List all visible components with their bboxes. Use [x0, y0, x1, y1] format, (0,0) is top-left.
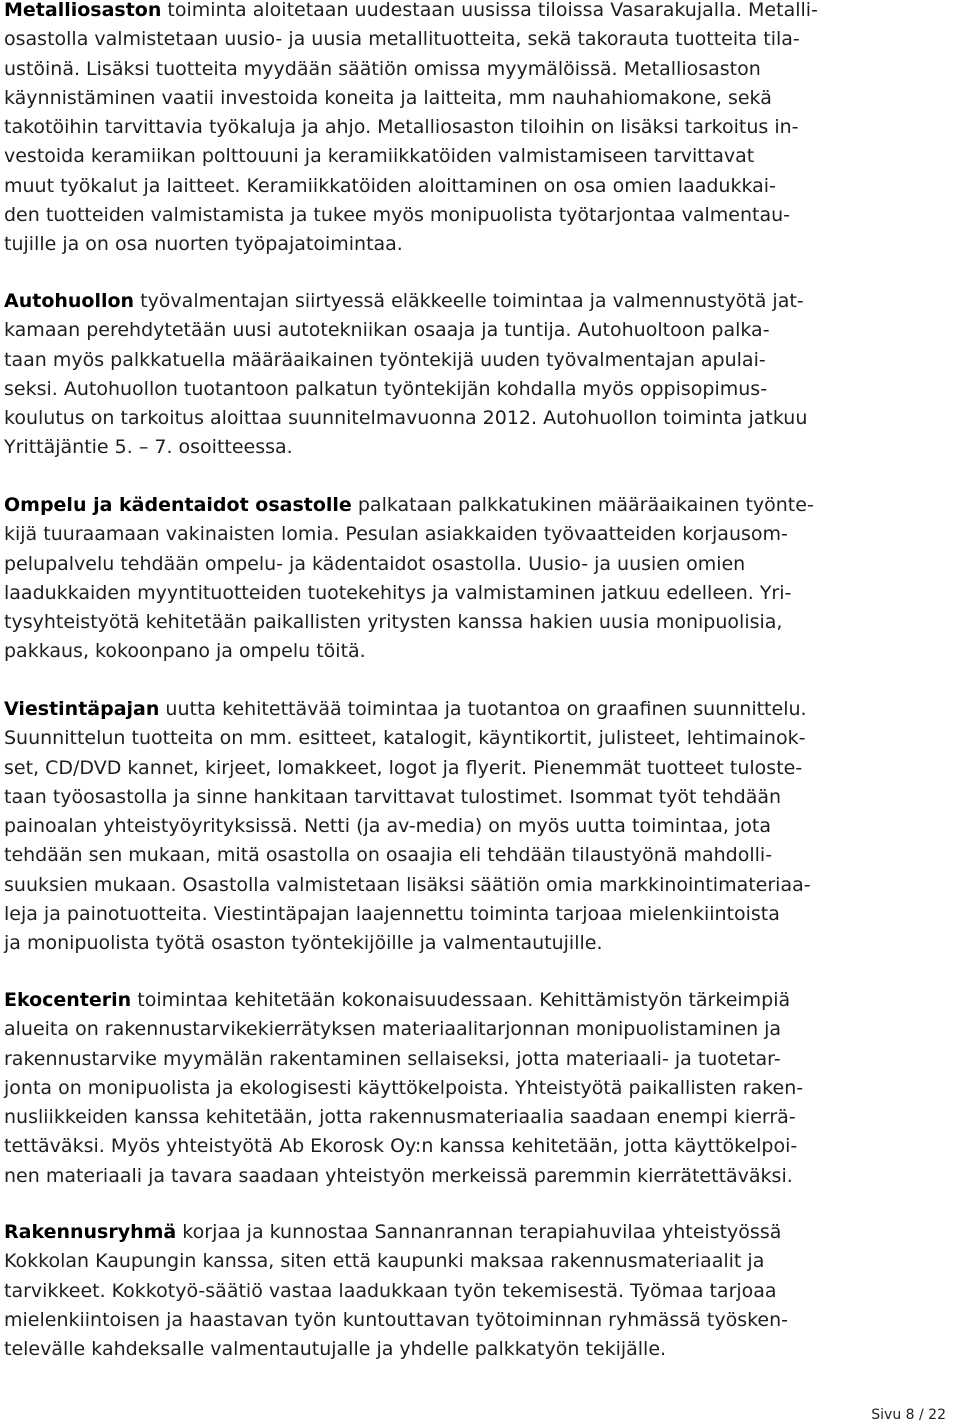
text-line	[4, 841, 811, 870]
text-line	[4, 113, 818, 142]
body-text: ustöinä. Lisäksi tuotteita myydään säätiön omissa myymälöissä. Metalliosaston	[4, 57, 761, 80]
text-line	[4, 900, 811, 929]
text-line	[4, 25, 818, 54]
text-line	[4, 172, 818, 201]
paragraph-ekocenter	[4, 986, 803, 1191]
body-text: taan työosastolla ja sinne hankitaan tarvittavat tulostimet. Isommat työt tehdään	[4, 785, 782, 808]
text-line	[4, 1162, 803, 1191]
body-text: ja monipuolista työtä osaston työntekijöille ja valmentautujille.	[4, 932, 603, 955]
text-line	[4, 1015, 803, 1044]
paragraph-rakennusryhma	[4, 1218, 788, 1364]
body-text: Yrittäjäntie 5. – 7. osoitteessa.	[4, 436, 293, 459]
body-text: seksi. Autohuollon tuotantoon palkatun työntekijän kohdalla myös oppisopimus-	[4, 377, 768, 400]
body-text: tarvikkeet. Kokkotyö-säätiö vastaa laadukkaan työn tekemisestä. Työmaa tarjoaa	[4, 1279, 777, 1302]
body-text: työvalmentajan siirtyessä eläkkeelle toimintaa ja valmennustyötä jat-	[134, 290, 804, 312]
body-text: nusliikkeiden kanssa kehitetään, jotta rakennusmateriaalia saadaan enempi kierrä-	[4, 1106, 796, 1129]
text-line	[4, 579, 814, 608]
text-line	[4, 608, 814, 637]
body-text: painoalan yhteistyöyrityksissä. Netti (ja av-media) on myös uutta toimintaa, jota	[4, 815, 771, 838]
body-text: televälle kahdeksalle valmentautujalle ja yhdelle palkkatyön tekijälle.	[4, 1338, 667, 1361]
text-line	[4, 812, 811, 841]
text-line	[4, 433, 807, 462]
section-heading: Ekocenterin	[4, 989, 132, 1011]
text-line	[4, 1132, 803, 1161]
text-line	[4, 1045, 803, 1074]
body-text: osastolla valmistetaan uusio- ja uusia metallituotteita, sekä takorauta tuotteita tila-	[4, 28, 800, 51]
text-line	[4, 1103, 803, 1132]
text-line	[4, 1074, 803, 1103]
text-line	[4, 1335, 788, 1364]
text-line	[4, 287, 807, 316]
body-text: tysyhteistyötä kehitetään paikallisten yritysten kanssa hakien uusia monipuolisia,	[4, 611, 783, 634]
text-line	[4, 550, 814, 579]
body-text: nen materiaali ja tavara saadaan yhteistyön merkeissä paremmin kierrätettäväksi.	[4, 1164, 793, 1187]
body-text: palkataan palkkatukinen määräaikainen työnte-	[351, 494, 814, 516]
body-text: mielenkiintoisen ja haastavan työn kuntouttavan työtoiminnan ryhmässä työsken-	[4, 1308, 789, 1331]
text-line	[4, 986, 803, 1015]
text-line	[4, 754, 811, 783]
page-number: Sivu 8 / 22	[871, 1407, 946, 1423]
section-heading: Rakennusryhmä	[4, 1221, 177, 1243]
paragraph-viestintapaja	[4, 695, 811, 959]
text-line	[4, 724, 811, 753]
text-line	[4, 1247, 788, 1276]
text-line	[4, 520, 814, 549]
body-text: alueita on rakennustarvikekierrätyksen materiaalitarjonnan monipuolistaminen ja	[4, 1018, 782, 1041]
body-text: leja ja painotuotteita. Viestintäpajan laajennettu toiminta tarjoaa mielenkiintoista	[4, 903, 780, 926]
body-text: toiminta aloitetaan uudestaan uusissa tiloissa Vasarakujalla. Metalli-	[161, 0, 818, 21]
body-text: jonta on monipuolista ja ekologisesti käyttökelpoista. Yhteistyötä paikallisten raken-	[4, 1076, 804, 1099]
body-text: tujille ja on osa nuorten työpajatoimintaa.	[4, 233, 403, 256]
text-line	[4, 404, 807, 433]
body-text: kijä tuuraamaan vakinaisten lomia. Pesulan asiakkaiden työvaatteiden korjausom-	[4, 523, 788, 546]
text-line	[4, 871, 811, 900]
text-line	[4, 1277, 788, 1306]
text-line	[4, 346, 807, 375]
section-heading: Ompelu ja kädentaidot osastolle	[4, 494, 352, 516]
text-line	[4, 0, 818, 25]
body-text: Kokkolan Kaupungin kanssa, siten että kaupunki maksaa rakennusmateriaalit ja	[4, 1250, 765, 1273]
text-line	[4, 375, 807, 404]
text-line	[4, 1218, 788, 1247]
paragraph-metalliosasto	[4, 0, 818, 260]
body-text: set, CD/DVD kannet, kirjeet, lomakkeet, logot ja flyerit. Pienemmät tuotteet tuloste-	[4, 756, 803, 779]
text-line	[4, 230, 818, 259]
body-text: kamaan perehdytetään uusi autotekniikan osaaja ja tuntija. Autohuoltoon palka-	[4, 319, 770, 342]
paragraph-autohuolto	[4, 287, 807, 463]
body-text: vestoida keramiikan polttouuni ja keramiikkatöiden valmistamiseen tarvittavat	[4, 145, 755, 168]
paragraph-ompelu	[4, 491, 814, 667]
body-text: rakennustarvike myymälän rakentaminen sellaiseksi, jotta materiaali- ja tuotetar-	[4, 1047, 781, 1070]
text-line	[4, 201, 818, 230]
text-line	[4, 142, 818, 171]
body-text: pelupalvelu tehdään ompelu- ja kädentaidot osastolla. Uusio- ja uusien omien	[4, 552, 746, 575]
text-line	[4, 1306, 788, 1335]
section-heading: Autohuollon	[4, 290, 135, 312]
body-text: takotöihin tarvittavia työkaluja ja ahjo. Metalliosaston tiloihin on lisäksi tarkoitus in-	[4, 116, 799, 139]
section-heading: Metalliosaston	[4, 0, 162, 21]
body-text: muut työkalut ja laitteet. Keramiikkatöiden aloittaminen on osa omien laadukkai-	[4, 174, 776, 197]
text-line	[4, 637, 814, 666]
body-text: suuksien mukaan. Osastolla valmistetaan lisäksi säätiön omia markkinointimateriaa-	[4, 873, 811, 896]
text-line	[4, 84, 818, 113]
body-text: toimintaa kehitetään kokonaisuudessaan. Kehittämistyön tärkeimpiä	[131, 989, 791, 1011]
body-text: pakkaus, kokoonpano ja ompelu töitä.	[4, 640, 366, 663]
body-text: laadukkaiden myyntituotteiden tuotekehitys ja valmistaminen jatkuu edelleen. Yri-	[4, 581, 792, 604]
body-text: den tuotteiden valmistamista ja tukee myös monipuolista työtarjontaa valmentau-	[4, 204, 791, 227]
text-line	[4, 929, 811, 958]
body-text: käynnistäminen vaatii investoida koneita ja laitteita, mm nauhahiomakone, sekä	[4, 86, 772, 109]
text-line	[4, 316, 807, 345]
text-line	[4, 783, 811, 812]
text-line	[4, 491, 814, 520]
body-text: tettäväksi. Myös yhteistyötä Ab Ekorosk Oy:n kanssa kehitetään, jotta käyttökelpoi-	[4, 1135, 798, 1158]
body-text: Suunnittelun tuotteita on mm. esitteet, katalogit, käyntikortit, julisteet, lehtimainok-	[4, 727, 806, 750]
text-line	[4, 55, 818, 84]
body-text: uutta kehitettävää toimintaa ja tuotantoa on graafinen suunnittelu.	[159, 698, 807, 720]
body-text: taan myös palkkatuella määräaikainen työntekijä uuden työvalmentajan apulai-	[4, 348, 766, 371]
body-text: koulutus on tarkoitus aloittaa suunnitelmavuonna 2012. Autohuollon toiminta jatkuu	[4, 407, 808, 430]
body-text: korjaa ja kunnostaa Sannanrannan terapiahuvilaa yhteistyössä	[176, 1221, 782, 1243]
section-heading: Viestintäpajan	[4, 698, 160, 720]
text-line	[4, 695, 811, 724]
body-text: tehdään sen mukaan, mitä osastolla on osaajia eli tehdään tilaustyönä mahdolli-	[4, 844, 773, 867]
